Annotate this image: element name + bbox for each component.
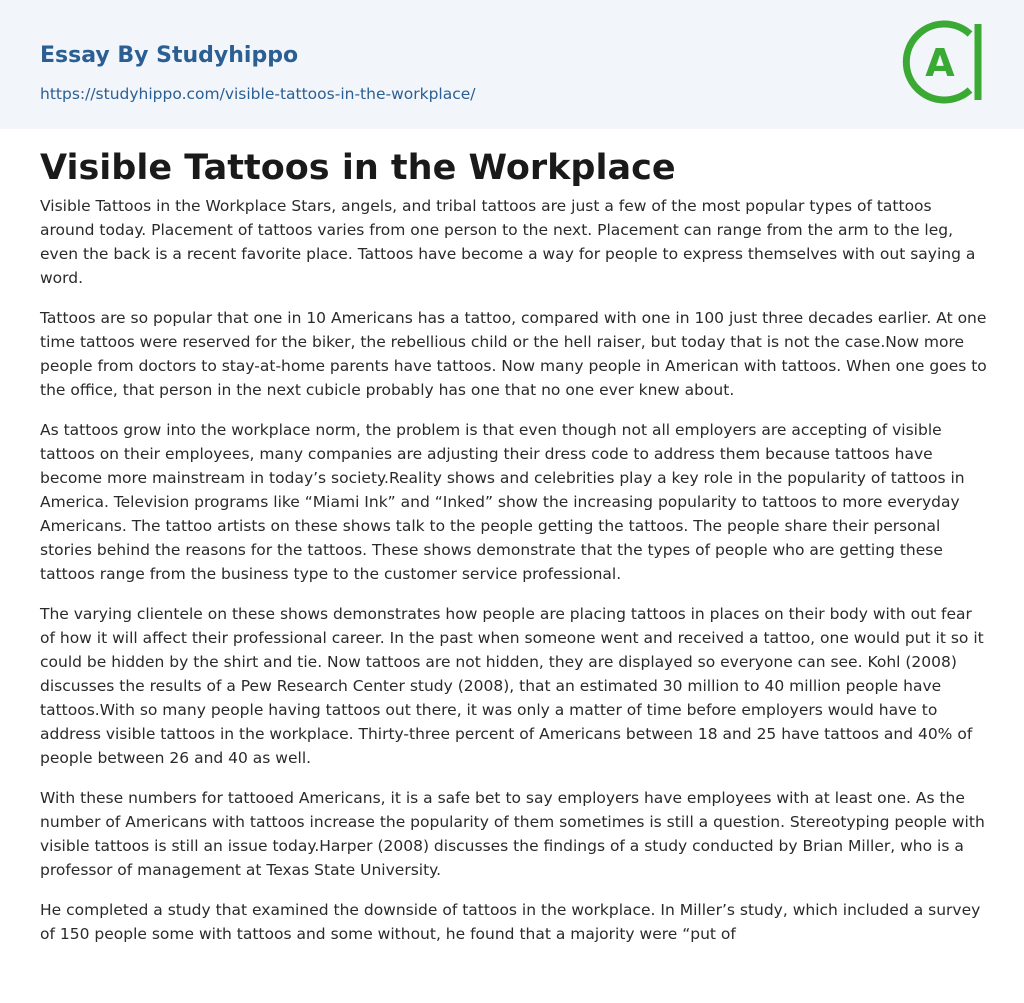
site-brand[interactable]: Essay By Studyhippo: [40, 43, 299, 68]
article-paragraph: Visible Tattoos in the Workplace Stars, angels, and tribal tattoos are just a few of the most popular types of tattoos around today. Placement of tattoos varies from one person to the next. Placement can range from the arm to the leg, even the back is a recent favorite place. Tattoos have become a way for people to express themselves with out saying a word.: [40, 197, 976, 287]
article-paragraph: He completed a study that examined the downside of tattoos in the workplace. In Miller’s study, which included a survey of 150 people some with tattoos and some without, he found that a majority were “put of: [40, 901, 981, 943]
article-paragraph: Tattoos are so popular that one in 10 Americans has a tattoo, compared with one in 100 just three decades earlier. At one time tattoos were reserved for the biker, the rebellious child or the hell raiser, but today that is not the case.Now more people from doctors to stay-at-home parents have tattoos. Now many people in American with tattoos. When one goes to the office, that person in the next cubicle probably has one that no one ever knew about.: [40, 309, 987, 399]
page-title: Visible Tattoos in the Workplace: [40, 148, 676, 188]
site-header: [0, 0, 1024, 129]
logo-letter: A: [925, 41, 955, 85]
article-paragraph: As tattoos grow into the workplace norm, the problem is that even though not all employers are accepting of visible tattoos on their employees, many companies are adjusting their dress code to address them because tattoos have become more mainstream in today’s society.Reality shows and celebrities play a key role in the popularity of tattoos in America. Television programs like “Miami Ink” and “Inked” show the increasing popularity to tattoos to more everyday Americans. The tattoo artists on these shows talk to the people getting the tattoos. The people share their personal stories behind the reasons for the tattoos. These shows demonstrate that the types of people who are getting these tattoos range from the business type to the customer service professional.: [40, 421, 965, 583]
page-url-link[interactable]: https://studyhippo.com/visible-tattoos-in-the-workplace/: [40, 85, 476, 103]
article-paragraph: With these numbers for tattooed Americans, it is a safe bet to say employers have employees with at least one. As the number of Americans with tattoos increase the popularity of them sometimes is still a question. Stereotyping people with visible tattoos is still an issue today.Harper (2008) discusses the findings of a study conducted by Brian Miller, who is a professor of management at Texas State University.: [40, 789, 985, 879]
studyhippo-logo-icon[interactable]: [898, 18, 986, 106]
article-paragraph: The varying clientele on these shows demonstrates how people are placing tattoos in places on their body with out fear of how it will affect their professional career. In the past when someone went and received a tattoo, one would put it so it could be hidden by the shirt and tie. Now tattoos are not hidden, they are displayed so everyone can see. Kohl (2008) discusses the results of a Pew Research Center study (2008), that an estimated 30 million to 40 million people have tattoos.With so many people having tattoos out there, it was only a matter of time before employers would have to address visible tattoos in the workplace. Thirty-three percent of Americans between 18 and 25 have tattoos and 40% of people between 26 and 40 as well.: [40, 605, 984, 767]
article-body: [40, 194, 990, 962]
